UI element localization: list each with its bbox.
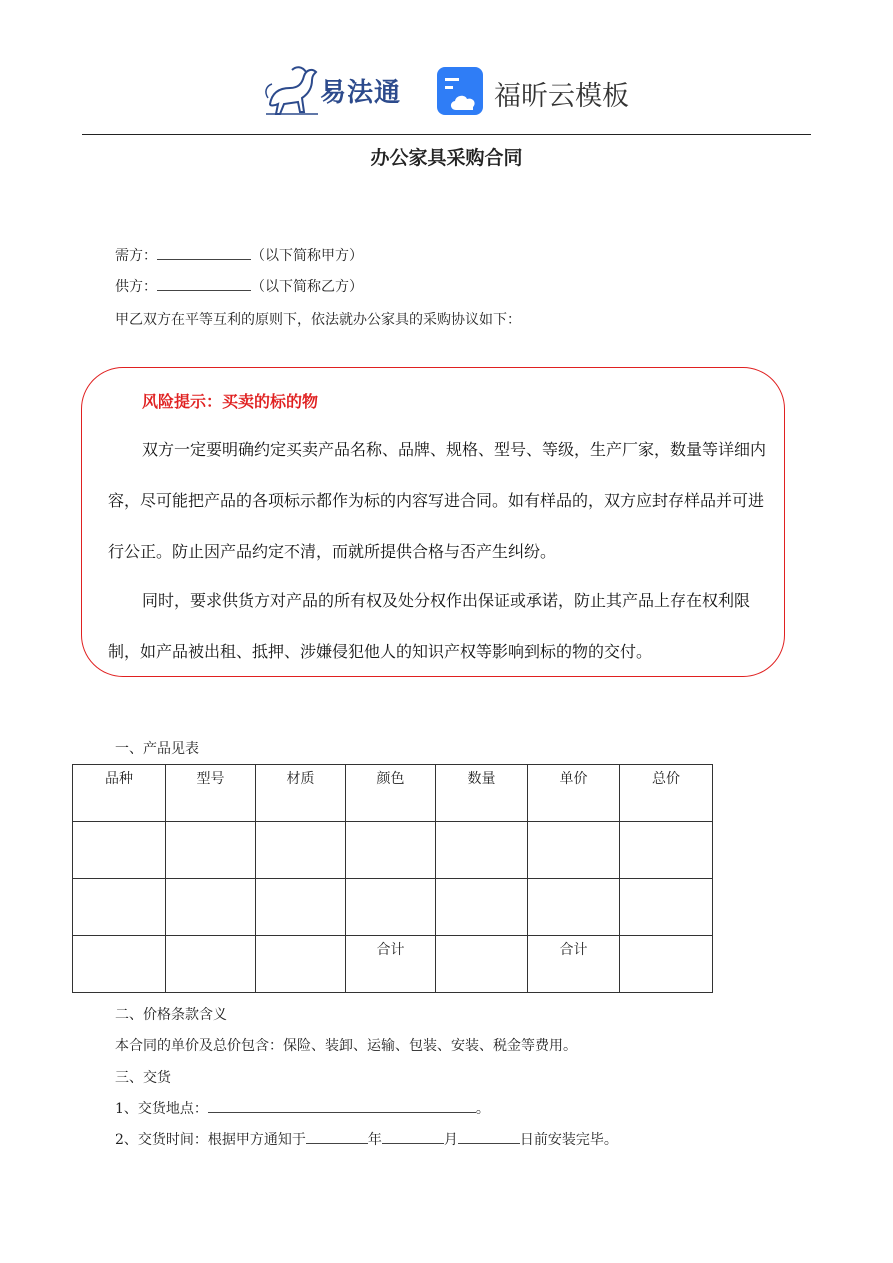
product-table [72,764,713,993]
header-cell-variety: 品种 [73,765,166,822]
month-label: 月 [443,1132,458,1148]
header-divider [82,134,811,135]
total-price-cell[interactable] [620,936,713,993]
table-cell[interactable] [528,822,620,879]
table-cell[interactable] [166,879,256,936]
year-label: 年 [367,1132,382,1148]
delivery-place-end: 。 [475,1101,490,1117]
risk-paragraph-2: 同时，要求供货方对产品的所有权及处分权作出保证或承诺，防止其产品上存在权利限制，如产品被出租、抵押、涉嫌侵犯他人的知识产权等影响到标的物的交付。 [108,591,751,661]
section2-heading: 二、价格条款含义 [115,1007,227,1023]
seller-label: 供方： [115,279,157,295]
delivery-month-blank [382,1131,444,1144]
delivery-place-blank [208,1100,476,1113]
qilin-mascot-icon [262,62,322,118]
header-cell-unit-price: 单价 [528,765,620,822]
delivery-time-line [115,1129,618,1149]
table-cell[interactable] [166,822,256,879]
table-row [73,879,713,936]
header-cell-material: 材质 [256,765,346,822]
table-cell[interactable] [256,879,346,936]
delivery-time-label: 2、交货时间：根据甲方通知于 [115,1132,306,1148]
delivery-time-end: 日前安装完毕。 [519,1132,618,1148]
buyer-name-blank [157,247,251,260]
yifatong-logo-text: 易法通 [320,78,402,108]
delivery-day-blank [458,1131,520,1144]
table-cell[interactable] [346,879,436,936]
document-title: 办公家具采购合同 [370,147,523,169]
seller-suffix: （以下简称乙方） [251,279,363,295]
table-cell[interactable] [528,879,620,936]
intro-text: 甲乙双方在平等互利的原则下，依法就办公家具的采购协议如下： [115,312,521,328]
header-cell-quantity: 数量 [436,765,528,822]
delivery-year-blank [306,1131,368,1144]
table-cell[interactable] [166,936,256,993]
buyer-line [115,245,363,265]
table-total-row [73,936,713,993]
fuxin-logo-text: 福昕云模板 [494,81,629,112]
table-cell[interactable] [256,936,346,993]
table-cell[interactable] [620,822,713,879]
total-quantity-cell[interactable] [436,936,528,993]
header-cell-color: 颜色 [346,765,436,822]
table-row [73,822,713,879]
table-cell[interactable] [73,936,166,993]
section2-text: 本合同的单价及总价包含：保险、装卸、运输、包装、安装、税金等费用。 [115,1038,577,1054]
total-label-cell: 合计 [346,936,436,993]
header-cell-model: 型号 [166,765,256,822]
table-cell[interactable] [73,822,166,879]
yifatong-logo [262,62,412,118]
section1-heading: 一、产品见表 [115,741,199,757]
fuxin-cloud-document-icon [436,66,486,118]
risk-paragraph-1: 双方一定要明确约定买卖产品名称、品牌、规格、型号、等级，生产厂家，数量等详细内容，尽可能把产品的各项标示都作为标的内容写进合同。如有样品的，双方应封存样品并可进行公正。防止因产品约定不清，而就所提供合格与否产生纠纷。 [108,440,767,561]
risk-title: 风险提示：买卖的标的物 [142,392,319,411]
section3-heading: 三、交货 [115,1070,171,1086]
table-cell[interactable] [620,879,713,936]
table-cell[interactable] [436,879,528,936]
table-header-row [73,765,713,822]
seller-name-blank [157,278,251,291]
table-cell[interactable] [436,822,528,879]
total-label-cell: 合计 [528,936,620,993]
table-cell[interactable] [73,879,166,936]
table-cell[interactable] [346,822,436,879]
delivery-place-label: 1、交货地点： [115,1101,208,1117]
header-cell-total-price: 总价 [620,765,713,822]
buyer-suffix: （以下简称甲方） [251,248,363,264]
fuxin-logo [436,66,636,118]
seller-line [115,276,363,296]
delivery-place-line [115,1098,490,1118]
table-cell[interactable] [256,822,346,879]
buyer-label: 需方： [115,248,157,264]
